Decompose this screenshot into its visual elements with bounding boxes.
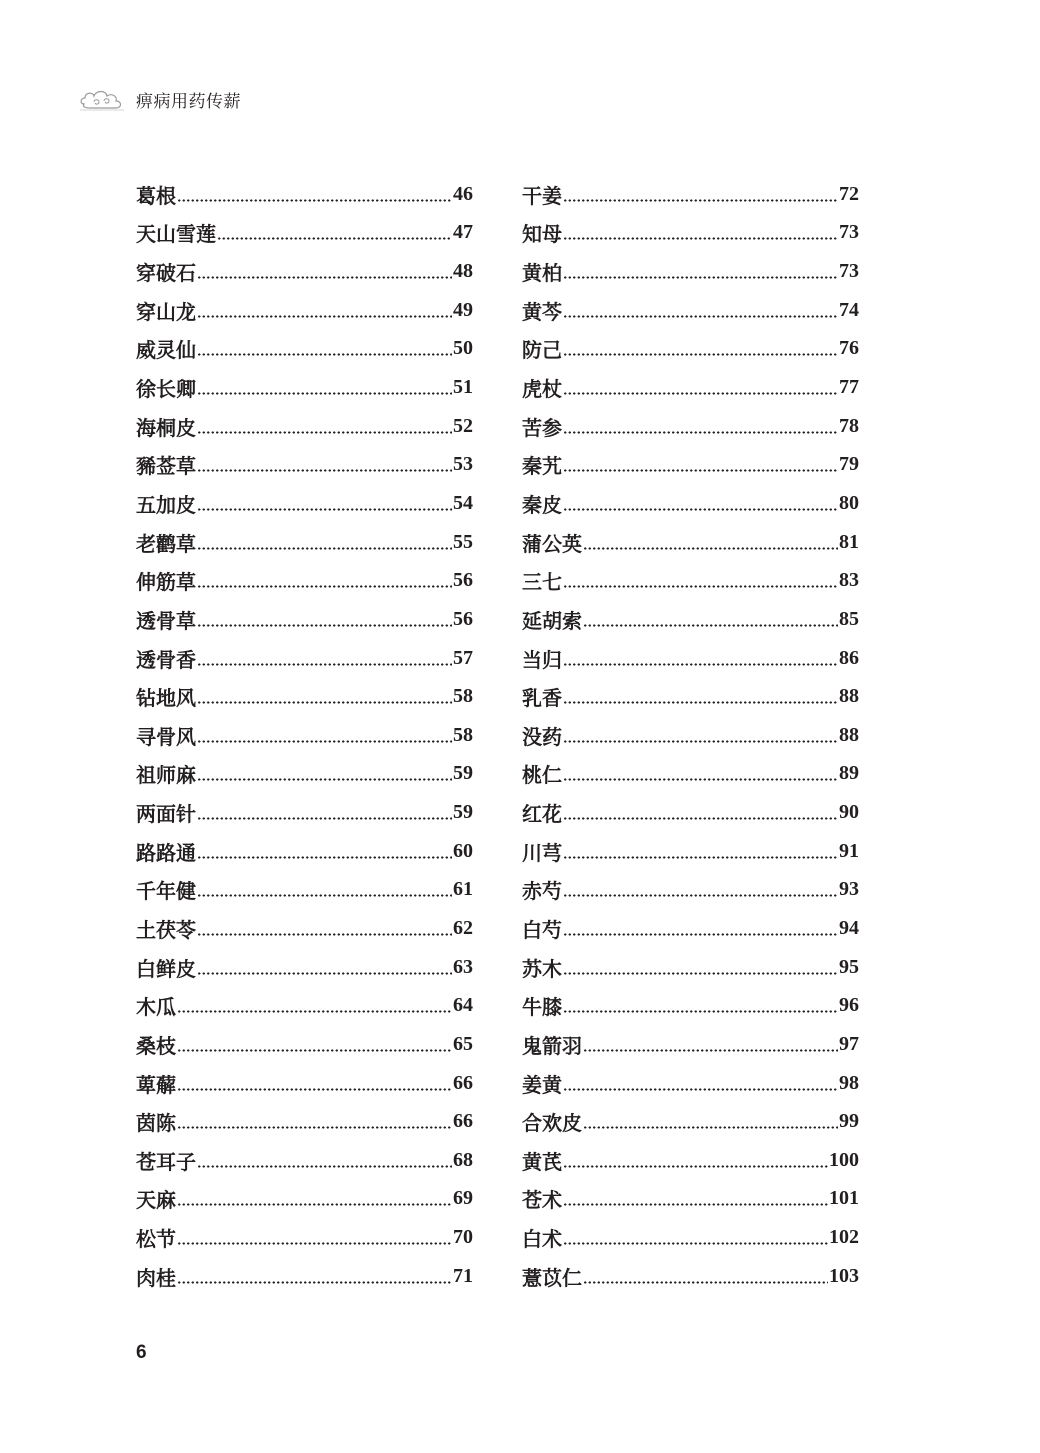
toc-entry-page: 50 <box>453 337 473 360</box>
toc-entry-page: 54 <box>453 491 473 514</box>
toc-entry[interactable] <box>522 639 859 678</box>
page-number: 6 <box>136 1342 147 1363</box>
toc-entry-page: 98 <box>839 1071 859 1094</box>
toc-entry[interactable] <box>522 1064 859 1103</box>
toc-entry-title: 苍耳子 <box>136 1149 196 1174</box>
toc-entry[interactable] <box>522 1102 859 1141</box>
toc-entry-page: 48 <box>453 260 473 283</box>
dot-leader <box>563 1010 838 1013</box>
toc-entry[interactable] <box>522 871 859 910</box>
toc-entry-page: 58 <box>453 685 473 708</box>
toc-entry-page: 94 <box>839 916 859 939</box>
toc-entry-title: 姜黄 <box>522 1072 562 1097</box>
dot-leader <box>197 933 452 936</box>
toc-entry-title: 三七 <box>522 570 562 595</box>
toc-entry-title: 黄芪 <box>522 1149 562 1174</box>
toc-entry[interactable] <box>522 291 859 330</box>
toc-entry[interactable] <box>136 716 473 755</box>
toc-entry[interactable] <box>522 214 859 253</box>
toc-entry-title: 苦参 <box>522 415 562 440</box>
toc-entry-title: 红花 <box>522 802 562 827</box>
dot-leader <box>583 1281 828 1284</box>
dot-leader <box>563 933 838 936</box>
toc-entry-page: 63 <box>453 955 473 978</box>
toc-entry-page: 77 <box>839 376 859 399</box>
toc-entry-title: 肉桂 <box>136 1265 176 1290</box>
toc-entry-title: 五加皮 <box>136 492 196 517</box>
dot-leader <box>177 199 452 202</box>
toc-entry-page: 64 <box>453 994 473 1017</box>
dot-leader <box>563 740 838 743</box>
toc-entry-page: 95 <box>839 955 859 978</box>
toc-entry-page: 100 <box>829 1148 859 1171</box>
toc-entry-page: 59 <box>453 762 473 785</box>
toc-entry-title: 秦皮 <box>522 492 562 517</box>
toc-entry-title: 当归 <box>522 647 562 672</box>
toc-entry-page: 78 <box>839 414 859 437</box>
dot-leader <box>563 894 838 897</box>
toc-column-left <box>136 175 473 1296</box>
dot-leader <box>563 663 838 666</box>
toc-entry-page: 91 <box>839 839 859 862</box>
toc-entry-title: 乳香 <box>522 686 562 711</box>
dot-leader <box>197 663 452 666</box>
toc-column-right <box>522 175 859 1296</box>
toc-entry[interactable] <box>136 368 473 407</box>
dot-leader <box>197 547 452 550</box>
toc-entry[interactable] <box>136 755 473 794</box>
toc-entry[interactable] <box>522 677 859 716</box>
toc-entry-title: 白鲜皮 <box>136 956 196 981</box>
toc-entry[interactable] <box>522 523 859 562</box>
dot-leader <box>583 547 838 550</box>
toc-entry[interactable] <box>522 175 859 214</box>
dot-leader <box>563 469 838 472</box>
toc-entry-title: 钻地风 <box>136 686 196 711</box>
dot-leader <box>563 1088 838 1091</box>
toc-entry-title: 鬼箭羽 <box>522 1033 582 1058</box>
toc-entry[interactable] <box>522 832 859 871</box>
toc-entry[interactable] <box>136 677 473 716</box>
toc-entry[interactable] <box>136 1218 473 1257</box>
dot-leader <box>563 585 838 588</box>
toc-entry-title: 知母 <box>522 222 562 247</box>
toc-entry-page: 102 <box>829 1226 859 1249</box>
toc-entry-page: 72 <box>839 182 859 205</box>
toc-entry-title: 白术 <box>522 1227 562 1252</box>
toc-entry-title: 牛膝 <box>522 995 562 1020</box>
toc-entry-page: 49 <box>453 298 473 321</box>
toc-entry[interactable] <box>522 986 859 1025</box>
toc-entry-title: 两面针 <box>136 802 196 827</box>
toc-entry-page: 55 <box>453 530 473 553</box>
toc-entry-page: 66 <box>453 1110 473 1133</box>
toc-entry-title: 老鹳草 <box>136 531 196 556</box>
toc-entry[interactable] <box>522 252 859 291</box>
dot-leader <box>563 972 838 975</box>
toc-entry-page: 103 <box>829 1264 859 1287</box>
toc-entry-title: 干姜 <box>522 183 562 208</box>
book-title: 痹病用药传薪 <box>136 91 241 112</box>
toc-entry-page: 47 <box>453 221 473 244</box>
toc-entry-title: 秦艽 <box>522 454 562 479</box>
toc-entry-title: 桃仁 <box>522 763 562 788</box>
toc-entry-title: 萆薢 <box>136 1072 176 1097</box>
dot-leader <box>563 1203 828 1206</box>
dot-leader <box>177 1203 452 1206</box>
toc-entry[interactable] <box>522 793 859 832</box>
dot-leader <box>197 585 452 588</box>
running-header <box>78 82 241 116</box>
toc-entry[interactable] <box>136 871 473 910</box>
dot-leader <box>563 199 838 202</box>
toc-entry-title: 茵陈 <box>136 1111 176 1136</box>
dot-leader <box>563 1165 828 1168</box>
toc-entry-title: 蒲公英 <box>522 531 582 556</box>
dot-leader <box>563 276 838 279</box>
dot-leader <box>197 701 452 704</box>
dot-leader <box>563 431 838 434</box>
toc-entry[interactable] <box>136 1102 473 1141</box>
toc-entry[interactable] <box>522 1180 859 1219</box>
toc-entry[interactable] <box>522 368 859 407</box>
dot-leader <box>583 1049 838 1052</box>
toc-entry-title: 透骨草 <box>136 608 196 633</box>
toc-entry[interactable] <box>136 639 473 678</box>
toc-entry[interactable] <box>522 330 859 369</box>
dot-leader <box>583 1126 838 1129</box>
dot-leader <box>197 353 452 356</box>
toc-entry-page: 93 <box>839 878 859 901</box>
dot-leader <box>197 392 452 395</box>
toc-entry-page: 76 <box>839 337 859 360</box>
toc-entry-title: 虎杖 <box>522 377 562 402</box>
dot-leader <box>563 778 838 781</box>
toc-entry[interactable] <box>136 1257 473 1296</box>
toc-entry-page: 86 <box>839 646 859 669</box>
toc-entry[interactable] <box>136 561 473 600</box>
dot-leader <box>197 508 452 511</box>
toc-entry[interactable] <box>522 1141 859 1180</box>
toc-entry-page: 71 <box>453 1264 473 1287</box>
toc-entry[interactable] <box>136 1180 473 1219</box>
toc-entry[interactable] <box>136 1064 473 1103</box>
toc-entry-page: 68 <box>453 1148 473 1171</box>
dot-leader <box>563 392 838 395</box>
dot-leader <box>197 740 452 743</box>
toc-entry-page: 66 <box>453 1071 473 1094</box>
toc-entry-page: 59 <box>453 801 473 824</box>
toc-entry-title: 天麻 <box>136 1188 176 1213</box>
toc-entry-page: 62 <box>453 916 473 939</box>
toc-entry-title: 木瓜 <box>136 995 176 1020</box>
toc-entry-page: 90 <box>839 801 859 824</box>
toc-entry[interactable] <box>522 484 859 523</box>
toc-entry-page: 74 <box>839 298 859 321</box>
dot-leader <box>563 353 838 356</box>
toc-entry-page: 88 <box>839 685 859 708</box>
toc-entry-title: 没药 <box>522 724 562 749</box>
toc-entry-title: 透骨香 <box>136 647 196 672</box>
toc-entry-title: 路路通 <box>136 840 196 865</box>
dot-leader <box>197 894 452 897</box>
toc-entry-title: 海桐皮 <box>136 415 196 440</box>
toc-entry-page: 88 <box>839 723 859 746</box>
toc-entry[interactable] <box>522 1025 859 1064</box>
dot-leader <box>197 469 452 472</box>
dot-leader <box>563 508 838 511</box>
toc-entry-page: 97 <box>839 1032 859 1055</box>
toc-entry-title: 祖师麻 <box>136 763 196 788</box>
toc-entry-title: 川芎 <box>522 840 562 865</box>
toc-entry-title: 天山雪莲 <box>136 222 216 247</box>
toc-entry[interactable] <box>522 600 859 639</box>
toc-entry-title: 苏木 <box>522 956 562 981</box>
toc-entry[interactable] <box>522 407 859 446</box>
toc-entry-page: 52 <box>453 414 473 437</box>
toc-entry-title: 桑枝 <box>136 1033 176 1058</box>
toc-entry-page: 65 <box>453 1032 473 1055</box>
toc-entry-page: 81 <box>839 530 859 553</box>
toc-entry[interactable] <box>522 755 859 794</box>
toc-entry[interactable] <box>522 948 859 987</box>
toc-entry[interactable] <box>136 1025 473 1064</box>
toc-entry-page: 85 <box>839 607 859 630</box>
dot-leader <box>217 237 452 240</box>
toc-entry[interactable] <box>136 330 473 369</box>
toc-entry-title: 苍术 <box>522 1188 562 1213</box>
toc-entry[interactable] <box>522 445 859 484</box>
toc-entry-title: 白芍 <box>522 917 562 942</box>
toc-entry-title: 威灵仙 <box>136 338 196 363</box>
dot-leader <box>197 276 452 279</box>
toc-entry-title: 寻骨风 <box>136 724 196 749</box>
toc-entry[interactable] <box>522 909 859 948</box>
dot-leader <box>197 856 452 859</box>
toc-entry-title: 豨莶草 <box>136 454 196 479</box>
toc-entry-page: 51 <box>453 376 473 399</box>
toc-entry-title: 防己 <box>522 338 562 363</box>
dot-leader <box>563 701 838 704</box>
dot-leader <box>197 1165 452 1168</box>
toc-entry[interactable] <box>136 600 473 639</box>
toc-entry[interactable] <box>136 909 473 948</box>
dot-leader <box>197 431 452 434</box>
dot-leader <box>563 237 838 240</box>
dot-leader <box>197 972 452 975</box>
toc-entry-title: 延胡索 <box>522 608 582 633</box>
toc-entry[interactable] <box>522 716 859 755</box>
toc-entry[interactable] <box>522 1257 859 1296</box>
toc-entry-page: 80 <box>839 491 859 514</box>
dot-leader <box>177 1088 452 1091</box>
toc-entry-title: 伸筋草 <box>136 570 196 595</box>
toc-entry[interactable] <box>136 832 473 871</box>
dot-leader <box>197 817 452 820</box>
cloud-icon <box>78 84 126 114</box>
toc-entry-title: 徐长卿 <box>136 377 196 402</box>
toc-entry[interactable] <box>522 1218 859 1257</box>
toc-entry-page: 57 <box>453 646 473 669</box>
toc-entry-page: 73 <box>839 221 859 244</box>
dot-leader <box>197 624 452 627</box>
dot-leader <box>177 1049 452 1052</box>
toc-entry-title: 葛根 <box>136 183 176 208</box>
toc-entry-title: 薏苡仁 <box>522 1265 582 1290</box>
toc-entry-page: 53 <box>453 453 473 476</box>
toc-entry[interactable] <box>136 523 473 562</box>
toc-entry-page: 101 <box>829 1187 859 1210</box>
toc-entry-page: 56 <box>453 607 473 630</box>
toc-entry-page: 61 <box>453 878 473 901</box>
dot-leader <box>177 1281 452 1284</box>
dot-leader <box>197 778 452 781</box>
toc-entry[interactable] <box>136 948 473 987</box>
toc-entry-title: 赤芍 <box>522 879 562 904</box>
toc-entry-page: 99 <box>839 1110 859 1133</box>
toc-entry-title: 松节 <box>136 1227 176 1252</box>
toc-entry[interactable] <box>136 445 473 484</box>
toc-entry[interactable] <box>136 793 473 832</box>
toc-entry-title: 土茯苓 <box>136 917 196 942</box>
toc-entry[interactable] <box>136 214 473 253</box>
toc-entry-page: 73 <box>839 260 859 283</box>
toc-entry[interactable] <box>136 252 473 291</box>
dot-leader <box>563 1242 828 1245</box>
toc-entry[interactable] <box>522 561 859 600</box>
toc-entry-page: 60 <box>453 839 473 862</box>
dot-leader <box>177 1126 452 1129</box>
toc-entry[interactable] <box>136 1141 473 1180</box>
toc-entry-page: 89 <box>839 762 859 785</box>
toc-entry-title: 千年健 <box>136 879 196 904</box>
toc-entry[interactable] <box>136 484 473 523</box>
dot-leader <box>177 1010 452 1013</box>
toc-entry[interactable] <box>136 407 473 446</box>
toc-entry-page: 79 <box>839 453 859 476</box>
toc-entry-title: 黄柏 <box>522 261 562 286</box>
toc-entry-title: 合欢皮 <box>522 1111 582 1136</box>
toc-entry-page: 46 <box>453 182 473 205</box>
toc-entry[interactable] <box>136 291 473 330</box>
toc-entry[interactable] <box>136 986 473 1025</box>
toc-entry[interactable] <box>136 175 473 214</box>
toc-entry-page: 70 <box>453 1226 473 1249</box>
dot-leader <box>177 1242 452 1245</box>
toc-entry-title: 穿破石 <box>136 261 196 286</box>
toc-entry-page: 83 <box>839 569 859 592</box>
toc-entry-page: 96 <box>839 994 859 1017</box>
dot-leader <box>563 856 838 859</box>
toc-entry-page: 69 <box>453 1187 473 1210</box>
toc-entry-page: 56 <box>453 569 473 592</box>
toc-entry-title: 黄芩 <box>522 299 562 324</box>
toc-entry-page: 58 <box>453 723 473 746</box>
dot-leader <box>563 315 838 318</box>
toc-entry-title: 穿山龙 <box>136 299 196 324</box>
dot-leader <box>563 817 838 820</box>
dot-leader <box>583 624 838 627</box>
dot-leader <box>197 315 452 318</box>
